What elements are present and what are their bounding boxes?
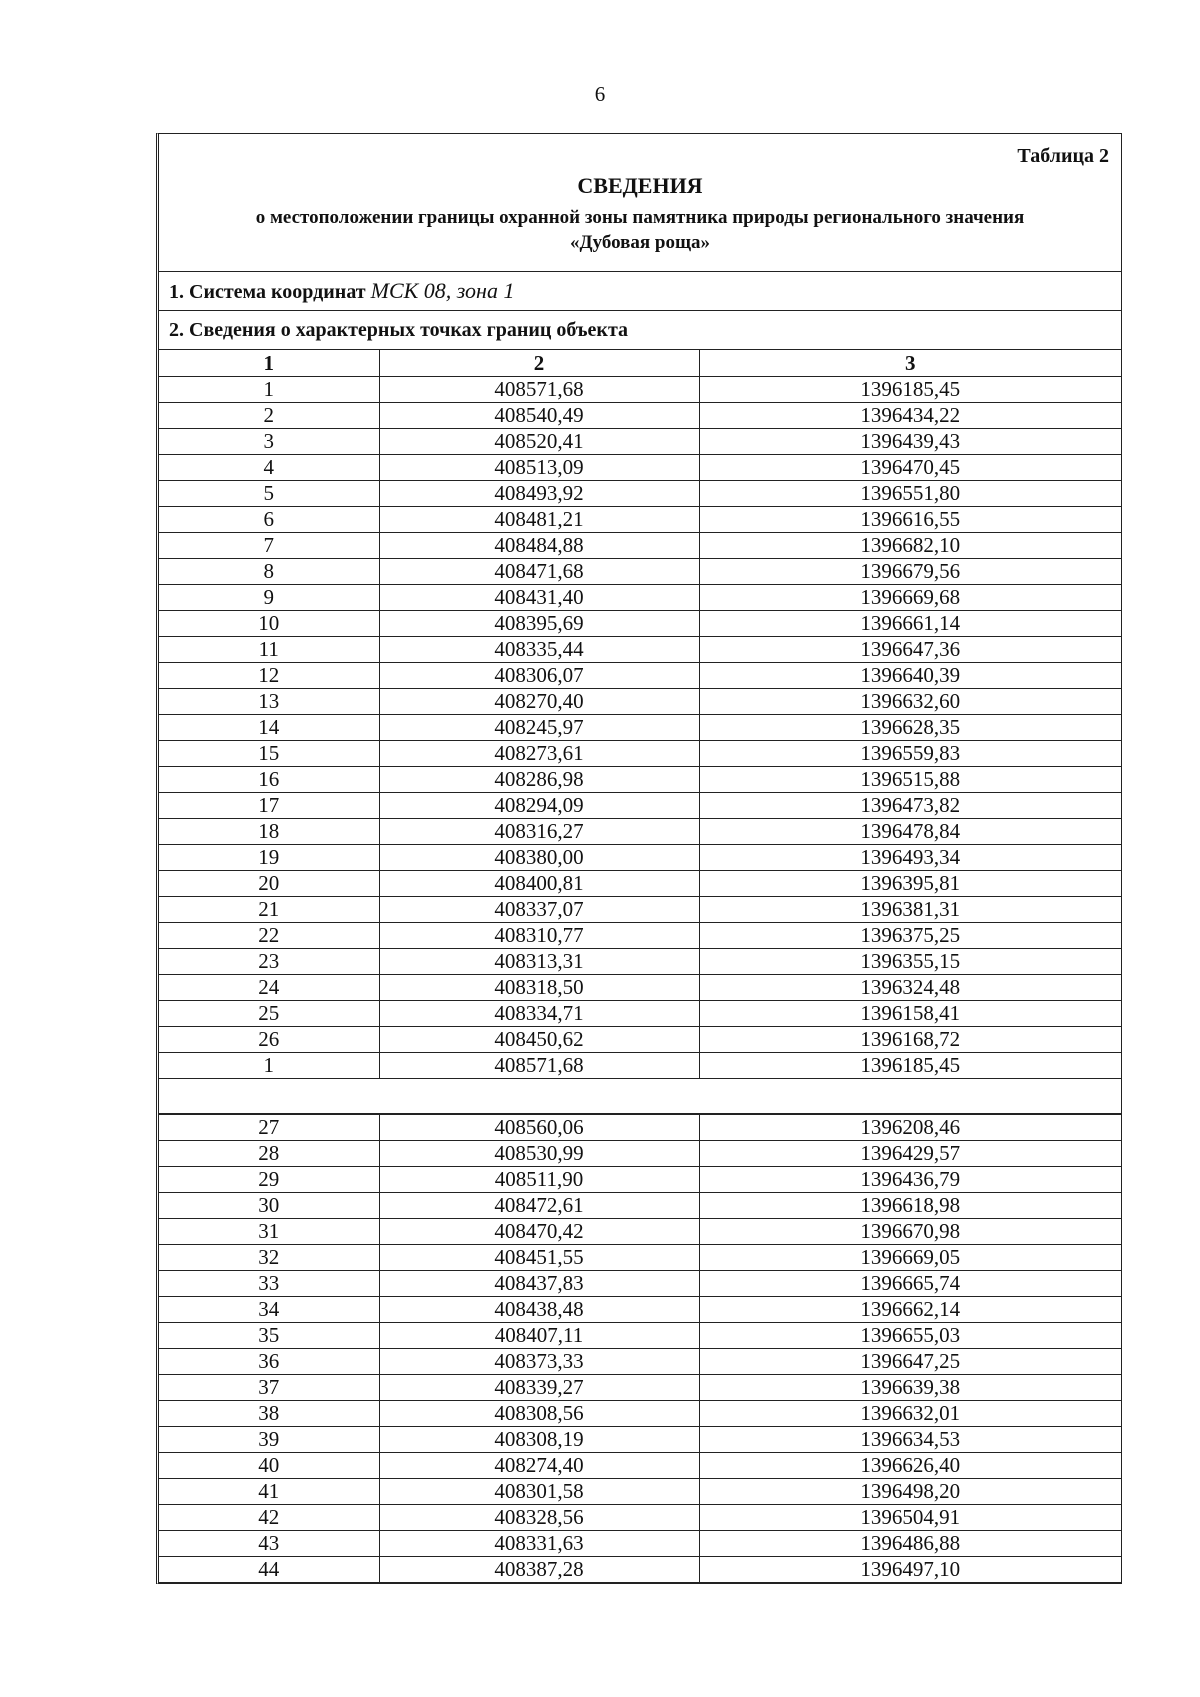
table-row [159, 455, 1121, 481]
x-coordinate-cell: 408274,40 [379, 1453, 699, 1479]
y-coordinate-cell: 1396498,20 [699, 1479, 1121, 1505]
table-row [159, 1297, 1121, 1323]
y-coordinate-cell: 1396669,05 [699, 1245, 1121, 1271]
point-number-cell: 43 [159, 1531, 379, 1557]
point-number-cell: 34 [159, 1297, 379, 1323]
x-coordinate-cell: 408310,77 [379, 923, 699, 949]
point-number-cell: 39 [159, 1427, 379, 1453]
y-coordinate-cell: 1396429,57 [699, 1141, 1121, 1167]
point-number-cell: 38 [159, 1401, 379, 1427]
y-coordinate-cell: 1396375,25 [699, 923, 1121, 949]
x-coordinate-cell: 408387,28 [379, 1557, 699, 1583]
x-coordinate-cell: 408301,58 [379, 1479, 699, 1505]
table-row [159, 1193, 1121, 1219]
table-row [159, 559, 1121, 585]
y-coordinate-cell: 1396436,79 [699, 1167, 1121, 1193]
x-coordinate-cell: 408270,40 [379, 689, 699, 715]
table-row [159, 1375, 1121, 1401]
coordinate-system-row [159, 272, 1121, 311]
point-number-cell: 17 [159, 793, 379, 819]
table-row [159, 975, 1121, 1001]
point-number-cell: 1 [159, 1053, 379, 1079]
table-row [159, 585, 1121, 611]
x-coordinate-cell: 408380,00 [379, 845, 699, 871]
points-section-row [159, 311, 1121, 349]
x-coordinate-cell: 408339,27 [379, 1375, 699, 1401]
point-number-cell: 31 [159, 1219, 379, 1245]
x-coordinate-cell: 408331,63 [379, 1531, 699, 1557]
table-row [159, 1115, 1121, 1141]
table-row [159, 533, 1121, 559]
point-number-cell: 10 [159, 611, 379, 637]
x-coordinate-cell: 408511,90 [379, 1167, 699, 1193]
table-row [159, 1531, 1121, 1557]
point-number-cell: 6 [159, 507, 379, 533]
y-coordinate-cell: 1396665,74 [699, 1271, 1121, 1297]
table-row [159, 1141, 1121, 1167]
point-number-cell: 27 [159, 1115, 379, 1141]
y-coordinate-cell: 1396640,39 [699, 663, 1121, 689]
y-coordinate-cell: 1396355,15 [699, 949, 1121, 975]
table-row [159, 1323, 1121, 1349]
point-number-cell: 7 [159, 533, 379, 559]
y-coordinate-cell: 1396478,84 [699, 819, 1121, 845]
heading-line-2: «Дубовая роща» [570, 232, 710, 253]
x-coordinate-cell: 408337,07 [379, 897, 699, 923]
x-coordinate-cell: 408450,62 [379, 1027, 699, 1053]
table-row [159, 1505, 1121, 1531]
table-row [159, 689, 1121, 715]
x-coordinate-cell: 408400,81 [379, 871, 699, 897]
group-separator [159, 1079, 1121, 1114]
x-coordinate-cell: 408328,56 [379, 1505, 699, 1531]
point-number-cell: 11 [159, 637, 379, 663]
y-coordinate-cell: 1396439,43 [699, 429, 1121, 455]
x-coordinate-cell: 408334,71 [379, 1001, 699, 1027]
x-coordinate-cell: 408481,21 [379, 507, 699, 533]
point-number-cell: 30 [159, 1193, 379, 1219]
x-coordinate-cell: 408470,42 [379, 1219, 699, 1245]
point-number-cell: 44 [159, 1557, 379, 1583]
point-number-cell: 21 [159, 897, 379, 923]
y-coordinate-cell: 1396473,82 [699, 793, 1121, 819]
x-coordinate-cell: 408286,98 [379, 767, 699, 793]
x-coordinate-cell: 408308,19 [379, 1427, 699, 1453]
x-coordinate-cell: 408407,11 [379, 1323, 699, 1349]
page-number: 6 [594, 82, 606, 106]
y-coordinate-cell: 1396661,14 [699, 611, 1121, 637]
point-number-cell: 42 [159, 1505, 379, 1531]
y-coordinate-cell: 1396632,60 [699, 689, 1121, 715]
y-coordinate-cell: 1396551,80 [699, 481, 1121, 507]
x-coordinate-cell: 408273,61 [379, 741, 699, 767]
point-number-cell: 23 [159, 949, 379, 975]
y-coordinate-cell: 1396486,88 [699, 1531, 1121, 1557]
x-coordinate-cell: 408437,83 [379, 1271, 699, 1297]
point-number-cell: 18 [159, 819, 379, 845]
y-coordinate-cell: 1396515,88 [699, 767, 1121, 793]
x-coordinate-cell: 408395,69 [379, 611, 699, 637]
x-coordinate-cell: 408540,49 [379, 403, 699, 429]
column-header: 3 [699, 350, 1121, 377]
point-number-cell: 3 [159, 429, 379, 455]
table-row [159, 871, 1121, 897]
x-coordinate-cell: 408560,06 [379, 1115, 699, 1141]
y-coordinate-cell: 1396634,53 [699, 1427, 1121, 1453]
y-coordinate-cell: 1396434,22 [699, 403, 1121, 429]
point-number-cell: 14 [159, 715, 379, 741]
point-number-cell: 36 [159, 1349, 379, 1375]
y-coordinate-cell: 1396647,25 [699, 1349, 1121, 1375]
y-coordinate-cell: 1396497,10 [699, 1557, 1121, 1583]
point-number-cell: 1 [159, 377, 379, 403]
table-caption: Таблица 2 [1017, 145, 1109, 167]
table-row [159, 1219, 1121, 1245]
point-number-cell: 24 [159, 975, 379, 1001]
x-coordinate-cell: 408245,97 [379, 715, 699, 741]
table-heading [159, 171, 1121, 272]
table-row [159, 1271, 1121, 1297]
y-coordinate-cell: 1396626,40 [699, 1453, 1121, 1479]
coordinate-system-label: 1. Система координат [169, 281, 366, 303]
y-coordinate-cell: 1396616,55 [699, 507, 1121, 533]
y-coordinate-cell: 1396655,03 [699, 1323, 1121, 1349]
point-number-cell: 2 [159, 403, 379, 429]
point-number-cell: 32 [159, 1245, 379, 1271]
x-coordinate-cell: 408316,27 [379, 819, 699, 845]
point-number-cell: 5 [159, 481, 379, 507]
point-number-cell: 9 [159, 585, 379, 611]
y-coordinate-cell: 1396662,14 [699, 1297, 1121, 1323]
x-coordinate-cell: 408571,68 [379, 1053, 699, 1079]
x-coordinate-cell: 408451,55 [379, 1245, 699, 1271]
table-row [159, 923, 1121, 949]
x-coordinate-cell: 408484,88 [379, 533, 699, 559]
table-row [159, 663, 1121, 689]
table-row [159, 793, 1121, 819]
table-row [159, 429, 1121, 455]
point-number-cell: 20 [159, 871, 379, 897]
group2-rows [159, 1115, 1121, 1583]
y-coordinate-cell: 1396158,41 [699, 1001, 1121, 1027]
table-row [159, 1557, 1121, 1583]
table-row [159, 819, 1121, 845]
x-coordinate-cell: 408520,41 [379, 429, 699, 455]
table-row [159, 1167, 1121, 1193]
x-coordinate-cell: 408373,33 [379, 1349, 699, 1375]
table-row [159, 1027, 1121, 1053]
y-coordinate-cell: 1396324,48 [699, 975, 1121, 1001]
table-row [159, 637, 1121, 663]
table-row [159, 377, 1121, 403]
y-coordinate-cell: 1396679,56 [699, 559, 1121, 585]
x-coordinate-cell: 408335,44 [379, 637, 699, 663]
table-row [159, 741, 1121, 767]
points-table-2 [159, 1114, 1121, 1583]
points-section-label: 2. Сведения о характерных точках границ объекта [169, 319, 629, 341]
heading-line-1: о местоположении границы охранной зоны памятника природы регионального значения [255, 207, 1025, 228]
y-coordinate-cell: 1396618,98 [699, 1193, 1121, 1219]
point-number-cell: 41 [159, 1479, 379, 1505]
table-row [159, 1053, 1121, 1079]
point-number-cell: 29 [159, 1167, 379, 1193]
y-coordinate-cell: 1396168,72 [699, 1027, 1121, 1053]
table-row [159, 715, 1121, 741]
x-coordinate-cell: 408294,09 [379, 793, 699, 819]
point-number-cell: 33 [159, 1271, 379, 1297]
column-header: 1 [159, 350, 379, 377]
x-coordinate-cell: 408493,92 [379, 481, 699, 507]
table-row [159, 845, 1121, 871]
table-row [159, 611, 1121, 637]
point-number-cell: 19 [159, 845, 379, 871]
table-row [159, 767, 1121, 793]
x-coordinate-cell: 408308,56 [379, 1401, 699, 1427]
x-coordinate-cell: 408313,31 [379, 949, 699, 975]
y-coordinate-cell: 1396632,01 [699, 1401, 1121, 1427]
y-coordinate-cell: 1396504,91 [699, 1505, 1121, 1531]
point-number-cell: 25 [159, 1001, 379, 1027]
y-coordinate-cell: 1396647,36 [699, 637, 1121, 663]
y-coordinate-cell: 1396208,46 [699, 1115, 1121, 1141]
point-number-cell: 35 [159, 1323, 379, 1349]
table-row [159, 1245, 1121, 1271]
table-row [159, 949, 1121, 975]
point-number-cell: 37 [159, 1375, 379, 1401]
x-coordinate-cell: 408471,68 [379, 559, 699, 585]
table-row [159, 1401, 1121, 1427]
points-table-1 [159, 349, 1121, 1079]
point-number-cell: 4 [159, 455, 379, 481]
y-coordinate-cell: 1396669,68 [699, 585, 1121, 611]
point-number-cell: 26 [159, 1027, 379, 1053]
y-coordinate-cell: 1396493,34 [699, 845, 1121, 871]
column-header: 2 [379, 350, 699, 377]
point-number-cell: 15 [159, 741, 379, 767]
y-coordinate-cell: 1396381,31 [699, 897, 1121, 923]
y-coordinate-cell: 1396185,45 [699, 377, 1121, 403]
point-number-cell: 22 [159, 923, 379, 949]
group1-rows [159, 377, 1121, 1079]
point-number-cell: 28 [159, 1141, 379, 1167]
table-row [159, 897, 1121, 923]
table-row [159, 403, 1121, 429]
table-row [159, 481, 1121, 507]
x-coordinate-cell: 408431,40 [379, 585, 699, 611]
heading-title: СВЕДЕНИЯ [577, 173, 703, 198]
x-coordinate-cell: 408472,61 [379, 1193, 699, 1219]
point-number-cell: 40 [159, 1453, 379, 1479]
y-coordinate-cell: 1396670,98 [699, 1219, 1121, 1245]
x-coordinate-cell: 408530,99 [379, 1141, 699, 1167]
table-row [159, 1427, 1121, 1453]
y-coordinate-cell: 1396185,45 [699, 1053, 1121, 1079]
x-coordinate-cell: 408306,07 [379, 663, 699, 689]
x-coordinate-cell: 408318,50 [379, 975, 699, 1001]
table-row [159, 1479, 1121, 1505]
x-coordinate-cell: 408438,48 [379, 1297, 699, 1323]
y-coordinate-cell: 1396639,38 [699, 1375, 1121, 1401]
table-row [159, 1453, 1121, 1479]
table-header-row [159, 350, 1121, 377]
point-number-cell: 16 [159, 767, 379, 793]
table-row [159, 1349, 1121, 1375]
y-coordinate-cell: 1396395,81 [699, 871, 1121, 897]
y-coordinate-cell: 1396470,45 [699, 455, 1121, 481]
point-number-cell: 8 [159, 559, 379, 585]
x-coordinate-cell: 408513,09 [379, 455, 699, 481]
point-number-cell: 12 [159, 663, 379, 689]
table-row [159, 1001, 1121, 1027]
point-number-cell: 13 [159, 689, 379, 715]
table-row [159, 507, 1121, 533]
y-coordinate-cell: 1396628,35 [699, 715, 1121, 741]
y-coordinate-cell: 1396559,83 [699, 741, 1121, 767]
y-coordinate-cell: 1396682,10 [699, 533, 1121, 559]
coordinate-system-value: МСК 08, зона 1 [370, 278, 515, 303]
x-coordinate-cell: 408571,68 [379, 377, 699, 403]
coordinates-table [156, 133, 1122, 1584]
